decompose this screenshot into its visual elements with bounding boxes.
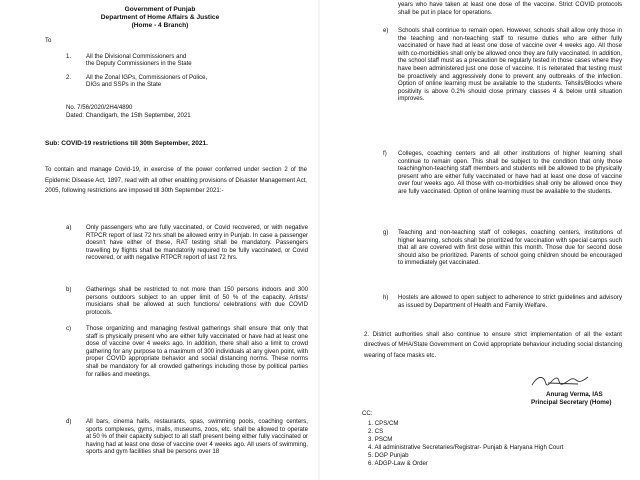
recipient-2-line-2: DIGs and SSPs in the State [86,81,162,88]
signature-icon [528,371,598,391]
cc-item-2: 2. CS [368,428,384,435]
recipient-1-num: 1. [66,53,72,60]
subject-line: Sub: COVID-19 restrictions till 30th September, 2021. [45,140,208,147]
item-c-text: Those organizing and managing festival gatherings shall ensure that only that staff is physically present who are either fully vaccinated or have had at least one dose of vaccine over 4 weeks ago. In addition, there shall also a limit to crowd gathering for any purpose to a maximum of 300 individuals at any given point, with proper COVID appropriate behavior and social distancing norms. These norms shall be mandatory for all crowded gatherings including those by political parties for rallies and meetings. [86,325,308,378]
item-h-text: Hostels are allowed to open subject to adherence to strict guidelines and advisory as issued by Department of Health and Family Welfare. [398,294,622,309]
item-e-letter: e) [383,27,389,34]
item-g-text: Teaching and non-teaching staff of colleges, coaching centers, institutions of higher learning, schools shall be prioritized for vaccination with special camps such that all are covered with first dose within this month. Those due for second dose should also be prioritized. Parents of school going children should be encouraged to immediately get vaccinated. [398,229,622,267]
recipient-1-line-2: the Deputy Commissioners in the State [86,60,192,67]
cc-item-4: 4. All administrative Secretaries/Registrar- Punjab & Haryana High Court [368,444,564,451]
item-a-letter: a) [66,224,72,231]
signatory-title: Principal Secretary (Home) [531,399,612,406]
paragraph-2: 2. District authorities shall also continue to ensure strict implementation of all the extant directives of MHA/State Government on Covid appropriate behaviour including social distancing wearing of face masks etc. [364,331,622,359]
to-label: To [45,37,52,44]
item-a-text: Only passengers who are fully vaccinated, or Covid recovered, or with negative RTPCR report of last 72 hrs shall be allowed entry in Punjab. In case a passenger doesn't have either of these, RAT testing shall be mandatory. Passengers travelling by flights shall be mandatorily required to be fully vaccinated, or Covid recovered, or with negative RTPCR report of last 72 hrs. [86,224,308,262]
header-line-1: Government of Punjab [124,6,196,13]
item-b-letter: b) [66,286,72,293]
recipient-1-line-1: All the Divisional Commissioners and [86,53,187,60]
item-d-letter: d) [66,418,72,425]
dated: Dated: Chandigarh, the 15th September, 2021 [66,112,191,119]
item-f-letter: f) [383,150,387,157]
recipient-2-line-1: All the Zonal IGPs, Commissioners of Police, [86,74,208,81]
cc-item-6: 6. ADGP-Law & Order [368,460,428,467]
item-f-text: Colleges, coaching centers and all other institutions of higher learning shall continue to remain open. This shall be subject to the condition that only those teaching/non-teaching staff members and students will be allowed to be physically present who are either fully vaccinated or have had at least one dose of vaccine over four weeks ago. All those with co-morbidities shall only be allowed once they are fully vaccinated. Option of online learning must be available to the students. [398,150,622,195]
recipient-2-num: 2. [66,74,72,81]
cc-item-1: 1. CPS/CM [368,420,399,427]
header-line-2: Department of Home Affairs & Justice [100,14,220,21]
cc-item-3: 3. PSCM [368,436,393,443]
item-b-text: Gatherings shall be restricted to not more than 150 persons indoors and 300 persons outdoors subject to an upper limit of 50 % of the capacity. Artists/ musicians shall be allowed at such functions/ celebrations with due COVID protocols. [86,286,308,316]
item-c-letter: c) [66,325,72,332]
item-d-text: All bars, cinema halls, restaurants, spas, swimming pools, coaching centers, sports complexes, gyms, malls, museums, zoos, etc. shall be allowed to operate at 50 % of their capacity subject to all staff present being either fully vaccinated or having had at least one dose of vaccine over 4 weeks ago. All users of swimming, sports and gym facilities shall be persons over 18 [86,418,308,456]
page-right [320,0,640,480]
memo-number: No. 7/56/2020/2H4/4890 [66,104,133,111]
cc-label: CC: [362,410,373,417]
cc-item-5: 5. DGP Punjab [368,452,409,459]
header-line-3: (Home - 4 Branch) [131,22,189,29]
continued-text: years who have taken at least one dose of the vaccine. Strict COVID protocols shall be put in place for operations. [398,1,622,16]
item-e-text: Schools shall continue to remain open. However, schools shall allow only those in the teaching and non-teaching staff to resume duties who are either fully vaccinated or have had at least one dose of vaccine over 4 weeks ago. All those with co-morbidities shall only be allowed once they are fully vaccinated. In addition, the school staff must as a precaution be regularly tested in those cases where they have been administered just one dose of vaccine. It is reiterated that testing must be proactively and aggressively done to prevent any outbreaks of the infection. Option of online learning must be available to the students. Tehsils/Blocks where positivity is above 0.2% should close primary classes 4 & below until situation improves. [398,27,622,103]
item-h-letter: h) [383,294,389,301]
item-g-letter: g) [383,229,389,236]
intro-paragraph: To contain and manage Covid-19, in exercise of the power conferred under section 2 of the Epidemic Disease Act, 1897, read with all other enabling provisions of Disaster Management Act, 2005, following restrictions are imposed till 30th September 2021:- [45,166,307,195]
signatory-name: Anurag Verma, IAS [546,391,603,398]
